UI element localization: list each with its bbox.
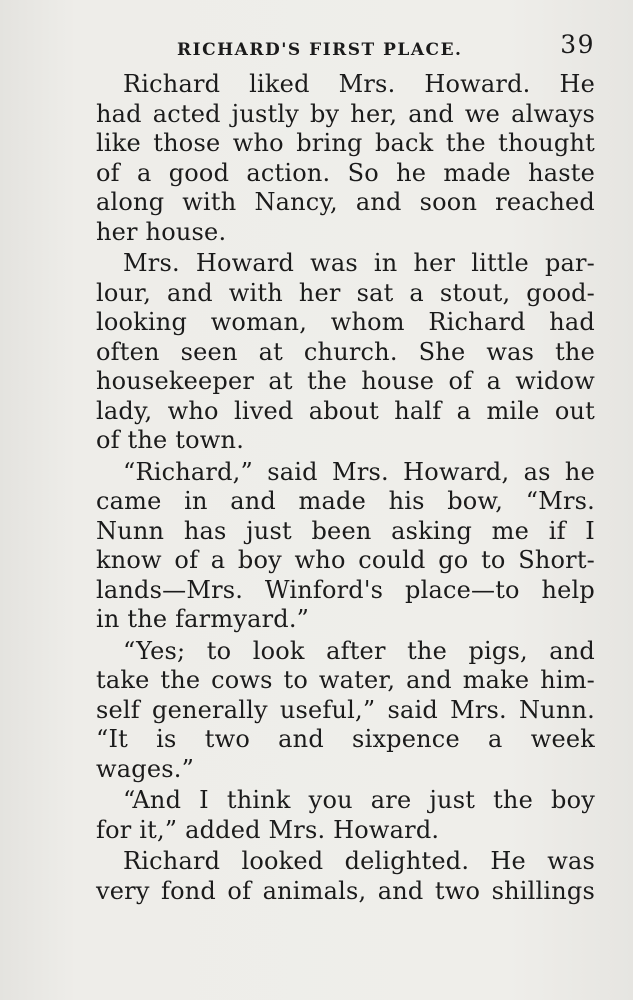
text-line: Richard liked Mrs. Howard. He — [123, 70, 595, 98]
text-line: housekeeper at the house of a widow — [96, 367, 595, 395]
text-line: know of a boy who could go to Short- — [96, 546, 595, 574]
text-line: had acted justly by her, and we always — [96, 99, 595, 128]
text-line: Mrs. Howard was in her little par- — [123, 249, 595, 277]
body-text — [96, 70, 595, 906]
text-line: came in and made his bow, “Mrs. — [96, 487, 595, 515]
running-title: RICHARD'S FIRST PLACE. — [177, 40, 463, 60]
text-line: self generally useful,” said Mrs. Nunn. — [96, 695, 595, 724]
text-line: in the farmyard.” — [96, 605, 310, 633]
text-line: along with Nancy, and soon reached — [96, 188, 595, 216]
text-line: Nunn has just been asking me if I — [96, 516, 595, 545]
running-header — [96, 30, 595, 70]
text-line: lour, and with her sat a stout, good- — [96, 278, 595, 307]
text-line: “And I think you are just the boy — [123, 786, 595, 814]
text-line: like those who bring back the thought — [96, 129, 595, 157]
text-line: wages.” — [96, 754, 195, 783]
text-line: lady, who lived about half a mile out — [96, 396, 595, 425]
text-line: “Yes; to look after the pigs, and — [123, 636, 595, 665]
text-line: often seen at church. She was the — [96, 337, 595, 366]
text-line: of a good action. So he made haste — [96, 158, 595, 187]
text-line: of the town. — [96, 426, 245, 454]
page-number: 39 — [560, 30, 595, 59]
text-line: very fond of animals, and two shillings — [96, 876, 595, 905]
text-line: “Richard,” said Mrs. Howard, as he — [123, 457, 595, 486]
text-line: looking woman, whom Richard had — [96, 308, 595, 336]
text-line: take the cows to water, and make him- — [96, 666, 595, 694]
text-line: Richard looked delighted. He was — [123, 847, 595, 875]
text-line: “It is two and sixpence a week — [96, 725, 595, 753]
text-line: lands—Mrs. Winford's place—to help — [96, 575, 595, 604]
text-line: her house. — [96, 217, 227, 246]
text-line: for it,” added Mrs. Howard. — [96, 815, 440, 844]
